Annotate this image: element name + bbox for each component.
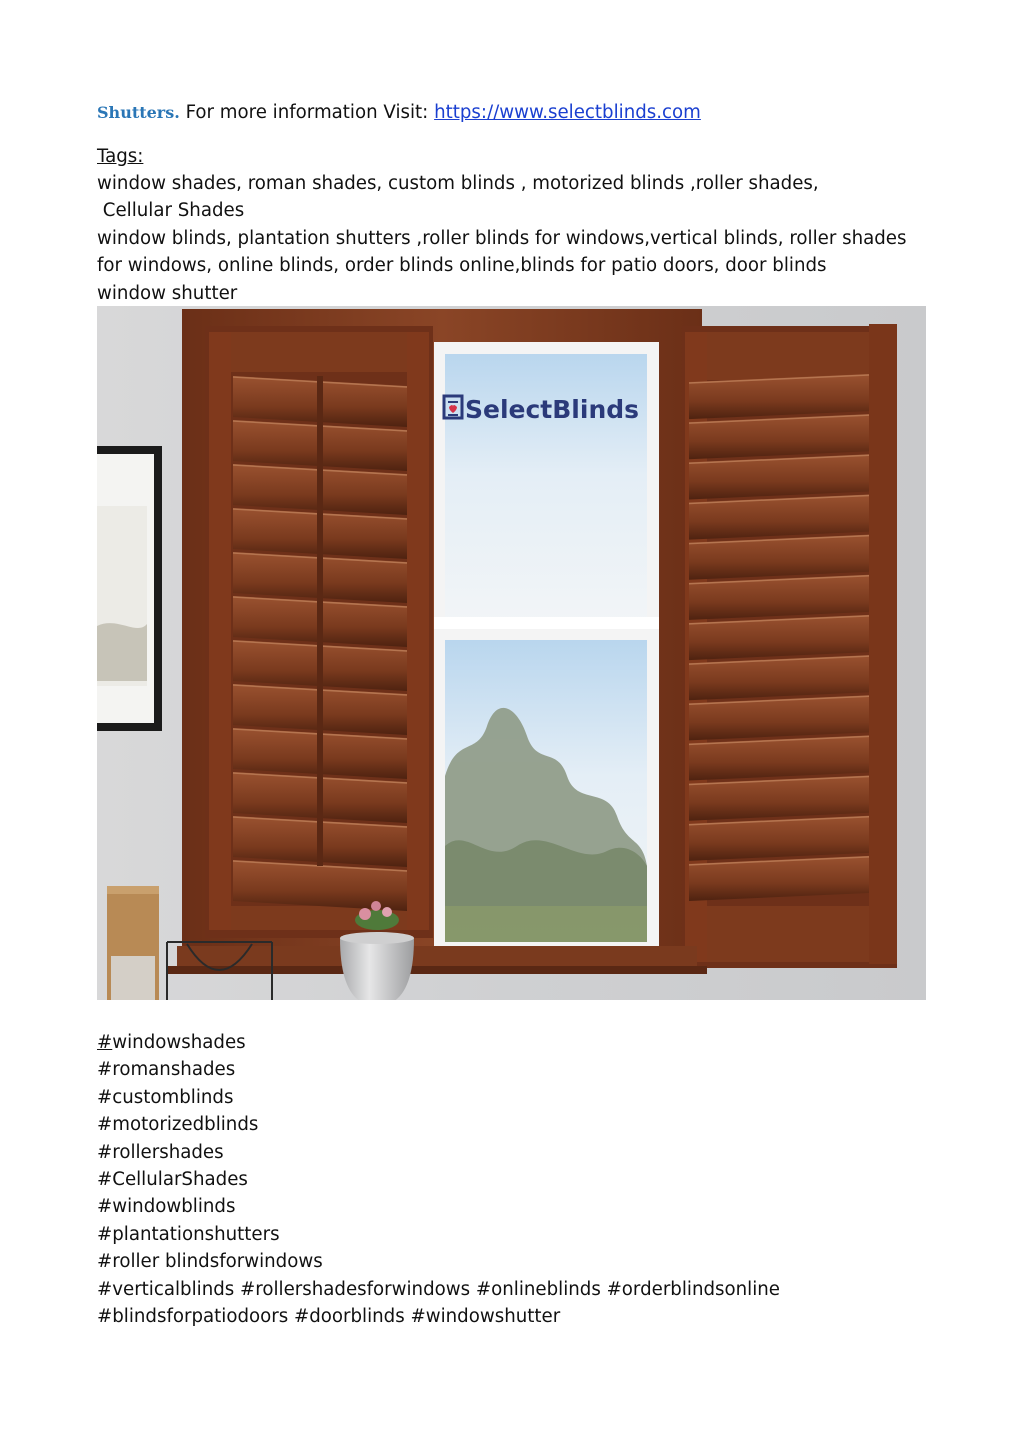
info-text: For more information Visit:: [179, 102, 435, 123]
hashtag-line: #windowblinds: [97, 1196, 236, 1218]
decor-vase: [107, 886, 159, 1000]
hashtag-line: #customblinds: [97, 1086, 234, 1108]
header-line: [97, 99, 701, 126]
hashtag-line: #CellularShades: [97, 1169, 248, 1191]
tags-line: window shutter: [97, 283, 238, 304]
tags-label: Tags:: [97, 146, 144, 167]
tags-line: for windows, online blinds, order blinds online,blinds for patio doors, door blinds: [97, 255, 827, 276]
tags-line: window blinds, plantation shutters ,roller blinds for windows,vertical blinds, roller shades: [97, 228, 907, 249]
hashtag-line: #motorizedblinds: [97, 1114, 259, 1136]
hashtag-line: #roller blindsforwindows: [97, 1251, 323, 1273]
website-link[interactable]: https://www.selectblinds.com: [434, 102, 701, 123]
wall-picture: [97, 446, 162, 731]
hashtag-line: #verticalblinds #rollershadesforwindows #onlineblinds #orderblindsonline: [97, 1278, 780, 1300]
hashtag-line: [97, 1029, 780, 1056]
hashtag-text: windowshades: [112, 1032, 246, 1053]
brand-label: Shutters.: [97, 103, 180, 122]
tags-line: window shades, roman shades, custom blinds , motorized blinds ,roller shades,: [97, 173, 819, 194]
hashtag-list: [97, 1029, 780, 1330]
hashtag-line: #romanshades: [97, 1059, 236, 1081]
left-shutter: [205, 326, 433, 938]
shutter-photo: [97, 306, 926, 1000]
hash-mark: #: [97, 1032, 113, 1053]
selectblinds-logo: [444, 395, 639, 424]
logo-text: SelectBlinds: [465, 395, 640, 424]
right-shutter: [682, 324, 897, 968]
tags-line: Cellular Shades: [97, 200, 245, 221]
hashtag-line: #plantationshutters: [97, 1223, 280, 1245]
hashtag-line: #rollershades: [97, 1141, 224, 1163]
hashtag-line: #blindsforpatiodoors #doorblinds #windowshutter: [97, 1306, 561, 1328]
